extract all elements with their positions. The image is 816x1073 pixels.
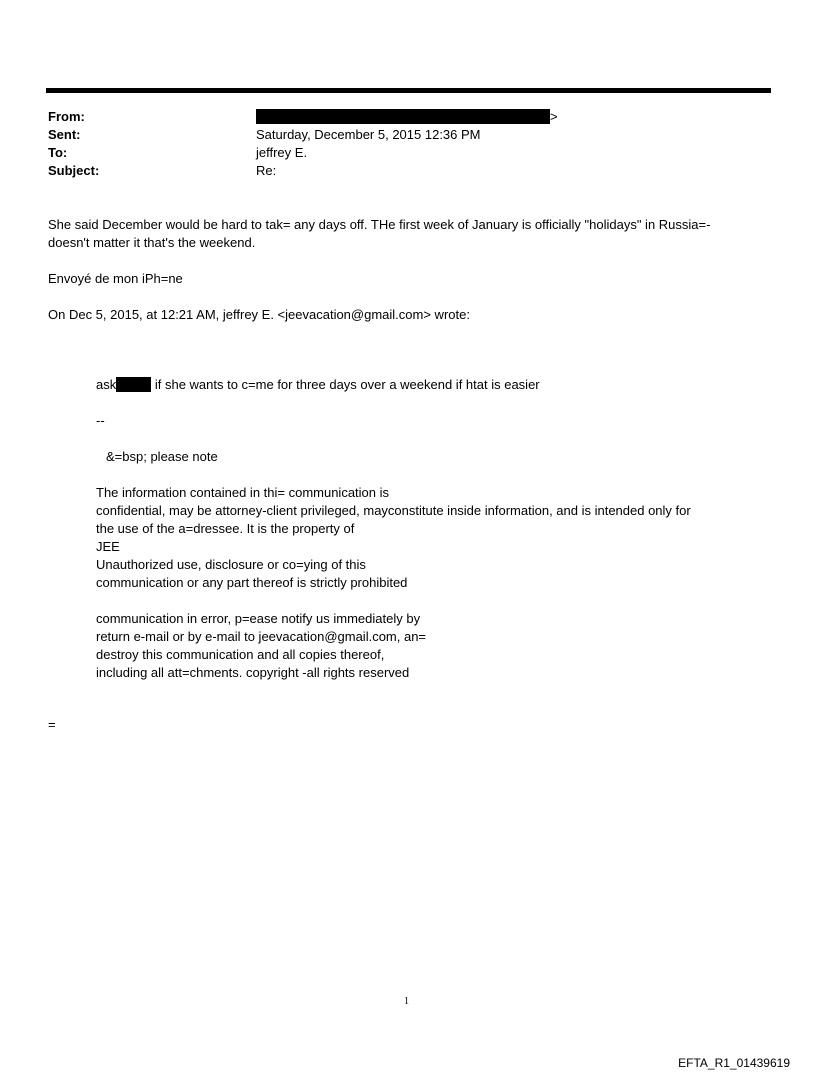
disclaimer-line: the use of the a=dressee. It is the property of [96, 521, 355, 536]
from-suffix: > [550, 109, 558, 124]
email-header [48, 108, 768, 180]
disclaimer-line: return e-mail or by e-mail to jeevacation@gmail.com, an= [96, 629, 427, 644]
to-row [48, 144, 768, 162]
quoted-ask-line [96, 376, 540, 394]
sent-value: Saturday, December 5, 2015 12:36 PM [256, 127, 481, 142]
subject-value: Re: [256, 163, 277, 178]
trailing-equals: = [48, 717, 56, 732]
disclaimer-line: communication in error, p=ease notify us immediately by [96, 611, 421, 626]
disclaimer-block-1 [96, 484, 691, 592]
disclaimer-line: The information contained in thi= communication is [96, 485, 390, 500]
to-value: jeffrey E. [256, 145, 308, 160]
disclaimer-line: destroy this communication and all copies thereof, [96, 647, 385, 662]
document-id: EFTA_R1_01439619 [678, 1056, 790, 1070]
sent-row [48, 126, 768, 144]
note-line: &=bsp; please note [106, 449, 218, 464]
disclaimer-line: confidential, may be attorney-client privileged, mayconstitute inside information, and is intended only for [96, 503, 691, 518]
sent-label: Sent: [48, 127, 81, 142]
disclaimer-line: communication or any part thereof is strictly prohibited [96, 575, 408, 590]
from-value [256, 108, 558, 126]
redaction-box [116, 377, 151, 392]
disclaimer-block-2 [96, 610, 426, 682]
signature: Envoyé de mon iPh=ne [48, 271, 183, 286]
message-paragraph [48, 216, 710, 252]
from-label: From: [48, 109, 85, 124]
header-rule [46, 88, 771, 93]
subject-label: Subject: [48, 163, 100, 178]
redaction-box [256, 109, 550, 124]
from-row [48, 108, 768, 126]
page-number: 1 [404, 996, 409, 1007]
disclaimer-line: Unauthorized use, disclosure or co=ying of this [96, 557, 366, 572]
disclaimer-line: including all att=chments. copyright -all rights reserved [96, 665, 410, 680]
quote-intro: On Dec 5, 2015, at 12:21 AM, jeffrey E. <jeevacation@gmail.com> wrote: [48, 307, 470, 322]
message-line: She said December would be hard to tak= any days off. THe first week of January is officially "holidays" in Russia=- [48, 217, 711, 232]
ask-prefix: ask [96, 377, 117, 392]
subject-row [48, 162, 768, 180]
disclaimer-line: JEE [96, 539, 120, 554]
ask-suffix: if she wants to c=me for three days over a weekend if htat is easier [151, 377, 540, 392]
to-label: To: [48, 145, 68, 160]
signature-dashes: -- [96, 413, 105, 428]
message-line: doesn't matter it that's the weekend. [48, 235, 256, 250]
